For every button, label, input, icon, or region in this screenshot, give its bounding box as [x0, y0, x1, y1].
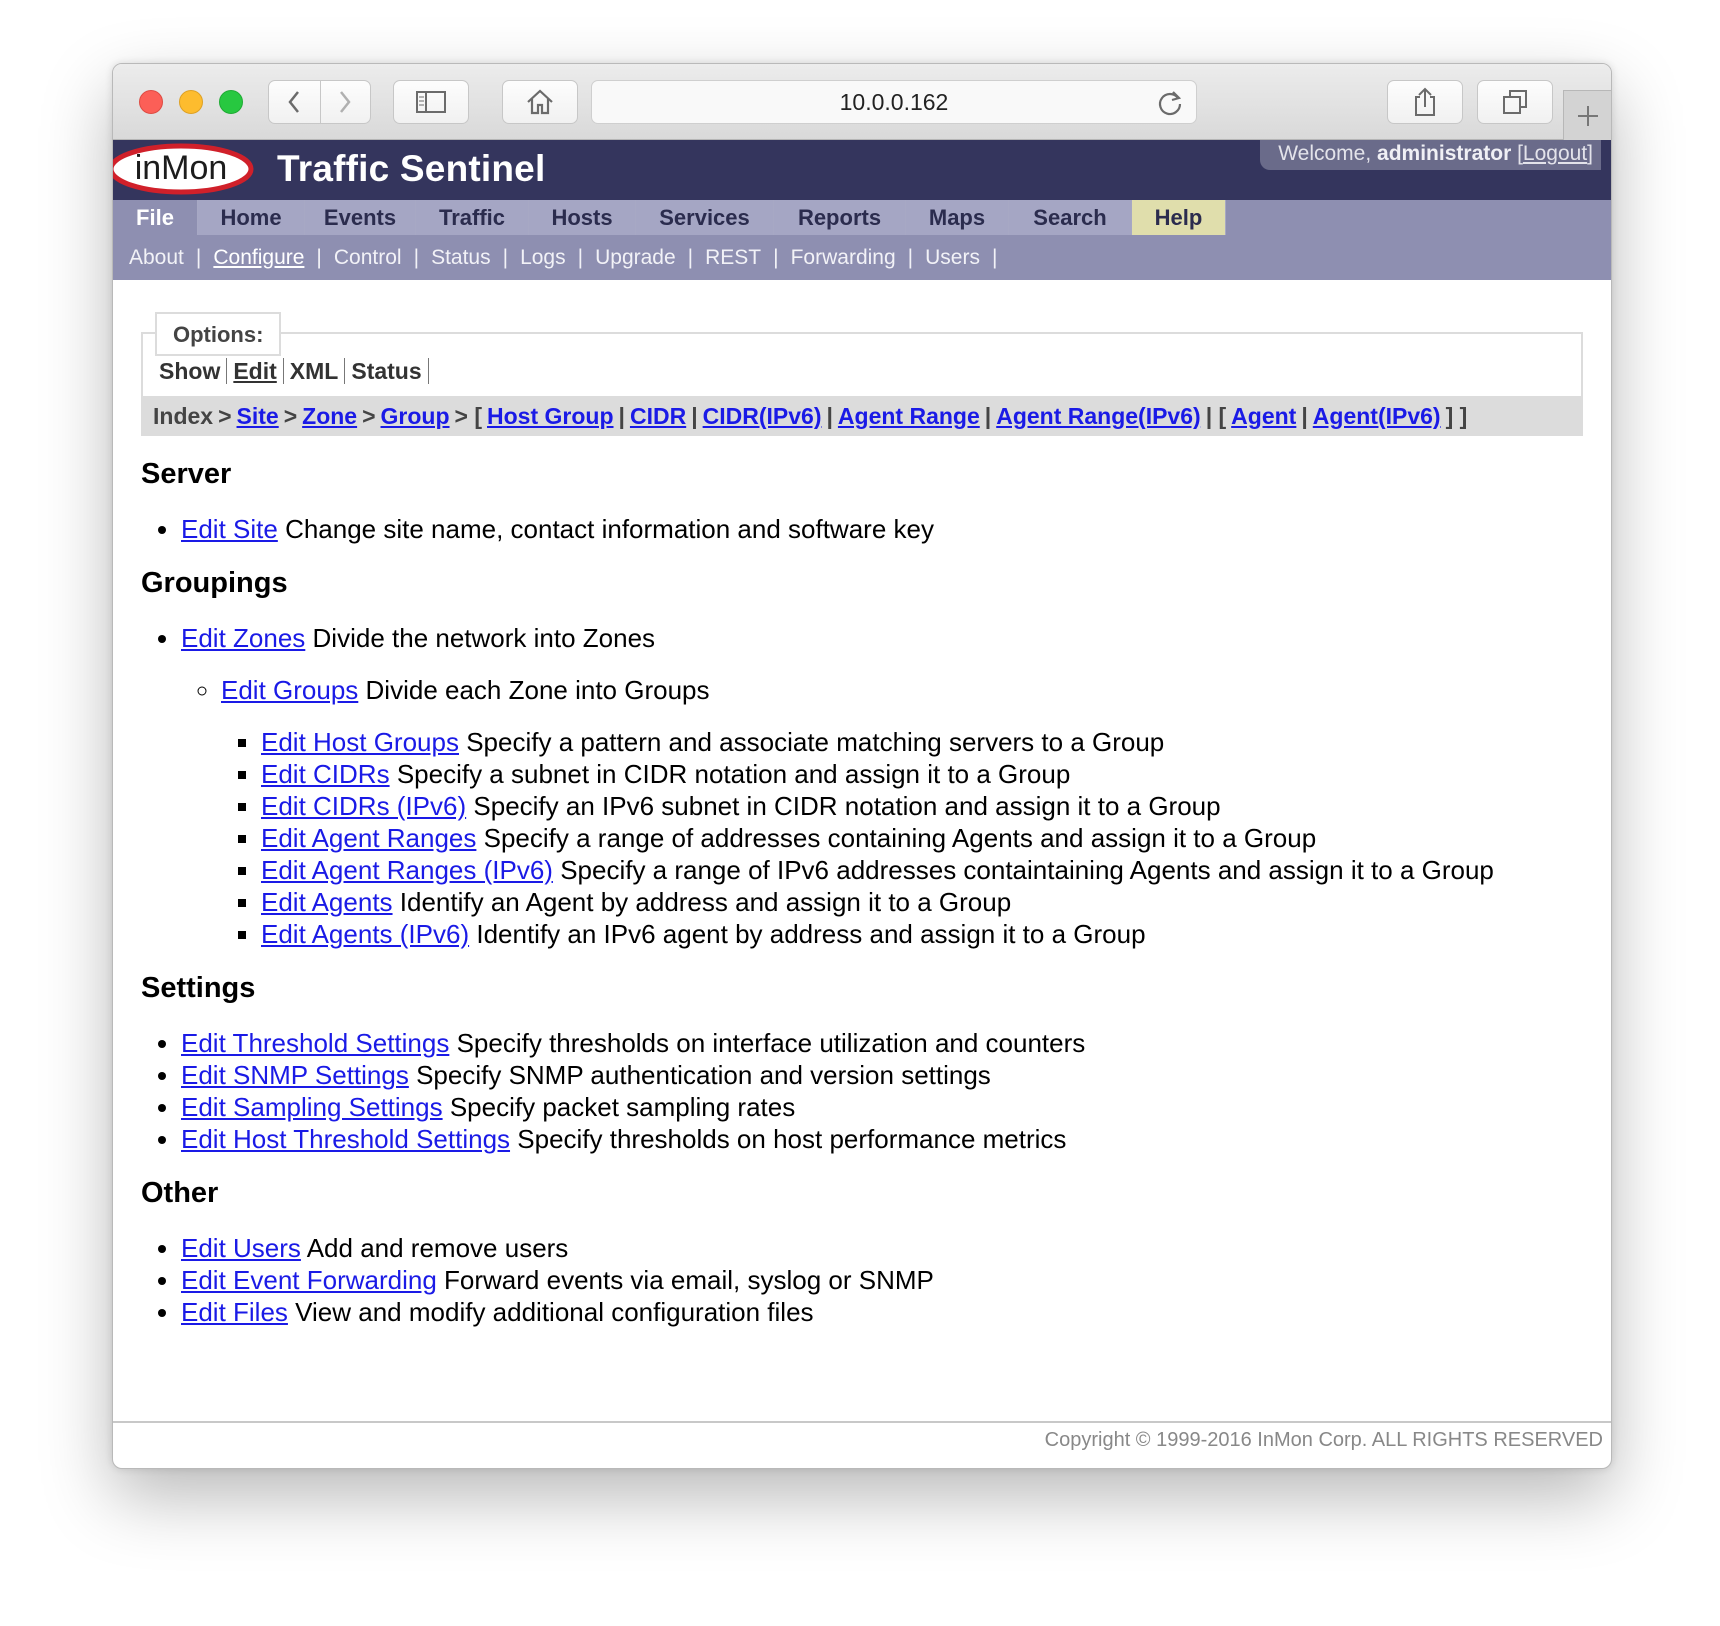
menu-file[interactable]: File — [113, 200, 198, 235]
submenu-about[interactable]: About — [129, 245, 184, 269]
plus-icon — [1576, 104, 1600, 128]
home-icon — [525, 88, 555, 116]
list-item — [261, 822, 1541, 854]
item-description: Change site name, contact information and software key — [285, 514, 934, 544]
submenu-forwarding[interactable]: Forwarding — [790, 245, 896, 269]
separator: | — [195, 245, 202, 269]
item-description: Specify a range of IPv6 addresses containtaining Agents and assign it to a Group — [560, 855, 1494, 885]
item-description: Identify an IPv6 agent by address and assign it to a Group — [476, 919, 1146, 949]
separator: | — [687, 245, 694, 269]
list-item — [181, 1027, 1583, 1059]
item-description: Specify thresholds on host performance metrics — [517, 1124, 1067, 1154]
chevron-right-icon — [338, 90, 352, 114]
edit-cidrs-link[interactable]: Edit CIDRs — [261, 759, 390, 789]
separator: | — [502, 245, 509, 269]
edit-groups-link[interactable]: Edit Groups — [221, 675, 359, 705]
item-description: Specify a subnet in CIDR notation and assign it to a Group — [396, 759, 1071, 789]
list-item — [181, 1296, 1583, 1328]
browser-window — [112, 63, 1612, 1469]
reload-icon — [1156, 89, 1184, 117]
submenu-rest[interactable]: REST — [705, 245, 762, 269]
share-icon — [1412, 87, 1438, 117]
edit-host-threshold-settings-link[interactable]: Edit Host Threshold Settings — [181, 1124, 511, 1154]
edit-sampling-settings-link[interactable]: Edit Sampling Settings — [181, 1092, 443, 1122]
list-item — [261, 886, 1541, 918]
footer — [113, 1421, 1611, 1461]
separator: | — [773, 245, 779, 269]
list-item — [261, 726, 1541, 758]
share-button[interactable] — [1387, 80, 1463, 124]
list-item — [181, 622, 1583, 950]
logout-link[interactable]: Logout — [1522, 142, 1588, 165]
app-header — [113, 140, 1611, 200]
welcome-prefix: Welcome, — [1278, 142, 1372, 165]
section-title-settings: Settings — [141, 972, 256, 1004]
edit-threshold-settings-link[interactable]: Edit Threshold Settings — [181, 1028, 450, 1058]
svg-text:inMon: inMon — [134, 149, 228, 187]
main-content — [113, 280, 1611, 1328]
breadcrumb-agent[interactable]: Agent — [1231, 402, 1297, 429]
history-nav — [268, 80, 371, 124]
back-button[interactable] — [269, 81, 320, 123]
list-item — [261, 758, 1541, 790]
breadcrumb-agent-ipv6[interactable]: Agent(IPv6) — [1312, 402, 1441, 429]
edit-site-link[interactable]: Edit Site — [181, 514, 278, 544]
groups-list — [181, 674, 1583, 950]
list-item — [181, 513, 1583, 545]
home-button[interactable] — [502, 80, 578, 124]
breadcrumb-agent-range-ipv6[interactable]: Agent Range(IPv6) — [996, 402, 1201, 429]
item-description: Forward events via email, syslog or SNMP — [444, 1265, 934, 1295]
breadcrumb-group[interactable]: Group — [380, 402, 450, 429]
item-description: Specify packet sampling rates — [449, 1092, 796, 1122]
edit-cidrs-ipv6-link[interactable]: Edit CIDRs (IPv6) — [261, 791, 467, 821]
reload-button[interactable] — [1156, 89, 1184, 123]
list-item — [261, 854, 1541, 886]
edit-event-forwarding-link[interactable]: Edit Event Forwarding — [181, 1265, 437, 1295]
edit-agent-ranges-ipv6-link[interactable]: Edit Agent Ranges (IPv6) — [261, 855, 553, 885]
submenu-status[interactable]: Status — [431, 245, 491, 269]
options-panel — [141, 322, 1583, 396]
submenu-users[interactable]: Users — [925, 245, 980, 269]
menu-services[interactable]: Services — [636, 200, 774, 235]
copyright-text: Copyright © 1999-2016 InMon Corp. ALL RIGHTS RESERVED — [1044, 1429, 1603, 1451]
settings-list — [141, 1027, 1583, 1155]
menu-reports[interactable]: Reports — [774, 200, 906, 235]
close-window-button[interactable] — [139, 90, 163, 114]
edit-snmp-settings-link[interactable]: Edit SNMP Settings — [181, 1060, 409, 1090]
sub-menu — [113, 235, 1611, 280]
breadcrumb-agent-range[interactable]: Agent Range — [837, 402, 980, 429]
submenu-configure[interactable]: Configure — [213, 245, 305, 269]
browser-toolbar — [113, 64, 1611, 140]
item-description: Specify an IPv6 subnet in CIDR notation and assign it to a Group — [473, 791, 1221, 821]
item-description: Identify an Agent by address and assign it to a Group — [399, 887, 1012, 917]
menu-help[interactable]: Help — [1132, 200, 1226, 235]
item-description: Specify a pattern and associate matching servers to a Group — [466, 727, 1165, 757]
chevron-left-icon — [287, 90, 301, 114]
inmon-logo — [112, 143, 254, 195]
forward-button[interactable] — [320, 81, 371, 123]
list-item — [261, 918, 1541, 950]
edit-agents-link[interactable]: Edit Agents — [261, 887, 393, 917]
separator: | — [907, 245, 914, 269]
item-description: Add and remove users — [306, 1233, 569, 1263]
edit-agents-ipv6-link[interactable]: Edit Agents (IPv6) — [261, 919, 470, 949]
option-show[interactable]: Show — [153, 358, 227, 384]
breadcrumb-cidr-ipv6[interactable]: CIDR(IPv6) — [702, 402, 822, 429]
item-description: View and modify additional configuration files — [295, 1297, 814, 1327]
sidebar-icon — [415, 90, 447, 114]
item-description: Specify thresholds on interface utilization and counters — [456, 1028, 1086, 1058]
edit-host-groups-link[interactable]: Edit Host Groups — [261, 727, 459, 757]
breadcrumb: Index > Site > Zone > Group > [ Host Group | CIDR | CIDR(IPv6) | Agent Range | Agent Range(IPv6) | [ Agent | Agent(IPv6) ] ] — [141, 396, 1583, 436]
section-title-other: Other — [141, 1177, 219, 1209]
menu-maps[interactable]: Maps — [906, 200, 1009, 235]
item-description: Specify a range of addresses containing Agents and assign it to a Group — [483, 823, 1317, 853]
option-xml[interactable]: XML — [284, 358, 346, 384]
zoom-window-button[interactable] — [219, 90, 243, 114]
submenu-control[interactable]: Control — [333, 245, 402, 269]
new-tab-button[interactable] — [1563, 90, 1611, 140]
breadcrumb-host-group[interactable]: Host Group — [487, 402, 614, 429]
menu-home[interactable]: Home — [198, 200, 305, 235]
menu-search[interactable]: Search — [1009, 200, 1132, 235]
list-item — [181, 1232, 1583, 1264]
edit-agent-ranges-link[interactable]: Edit Agent Ranges — [261, 823, 477, 853]
breadcrumb-index: Index — [153, 402, 214, 429]
server-list — [141, 513, 1583, 545]
list-item — [181, 1059, 1583, 1091]
options-legend: Options: — [155, 312, 281, 356]
list-item — [181, 1123, 1583, 1155]
menu-traffic[interactable]: Traffic — [416, 200, 529, 235]
separator: | — [991, 245, 998, 269]
minimize-window-button[interactable] — [179, 90, 203, 114]
other-list — [141, 1232, 1583, 1328]
menu-events[interactable]: Events — [305, 200, 416, 235]
separator: | — [413, 245, 420, 269]
breadcrumb-zone[interactable]: Zone — [302, 402, 358, 429]
edit-zones-link[interactable]: Edit Zones — [181, 623, 306, 653]
username: administrator — [1377, 142, 1512, 165]
group-types-list — [221, 726, 1541, 950]
separator: | — [577, 245, 584, 269]
breadcrumb-site[interactable]: Site — [236, 402, 279, 429]
tabs-overview-button[interactable] — [1477, 80, 1553, 124]
list-item — [261, 790, 1541, 822]
list-item — [221, 674, 1583, 950]
menu-hosts[interactable]: Hosts — [529, 200, 636, 235]
app-title: Traffic Sentinel — [277, 148, 546, 189]
submenu-logs[interactable]: Logs — [520, 245, 566, 269]
section-title-server: Server — [141, 458, 232, 490]
item-description: Divide the network into Zones — [312, 623, 656, 653]
main-menu — [113, 200, 1611, 235]
section-title-groupings: Groupings — [141, 567, 288, 599]
list-item — [181, 1264, 1583, 1296]
tabs-icon — [1501, 88, 1529, 116]
list-item — [181, 1091, 1583, 1123]
item-description: Specify SNMP authentication and version settings — [416, 1060, 991, 1090]
separator: | — [316, 245, 322, 269]
option-status[interactable]: Status — [345, 358, 428, 384]
welcome-banner: Welcome, administrator [Logout] — [1260, 140, 1601, 170]
groupings-list — [141, 622, 1583, 950]
address-bar[interactable] — [591, 80, 1197, 124]
item-description: Divide each Zone into Groups — [365, 675, 710, 705]
address-text: 10.0.0.162 — [839, 88, 949, 115]
edit-files-link[interactable]: Edit Files — [181, 1297, 288, 1327]
submenu-upgrade[interactable]: Upgrade — [595, 245, 676, 269]
edit-users-link[interactable]: Edit Users — [181, 1233, 301, 1263]
options-bar — [153, 358, 1571, 384]
breadcrumb-cidr[interactable]: CIDR — [629, 402, 687, 429]
sidebar-button[interactable] — [393, 80, 469, 124]
option-edit[interactable]: Edit — [227, 358, 283, 384]
